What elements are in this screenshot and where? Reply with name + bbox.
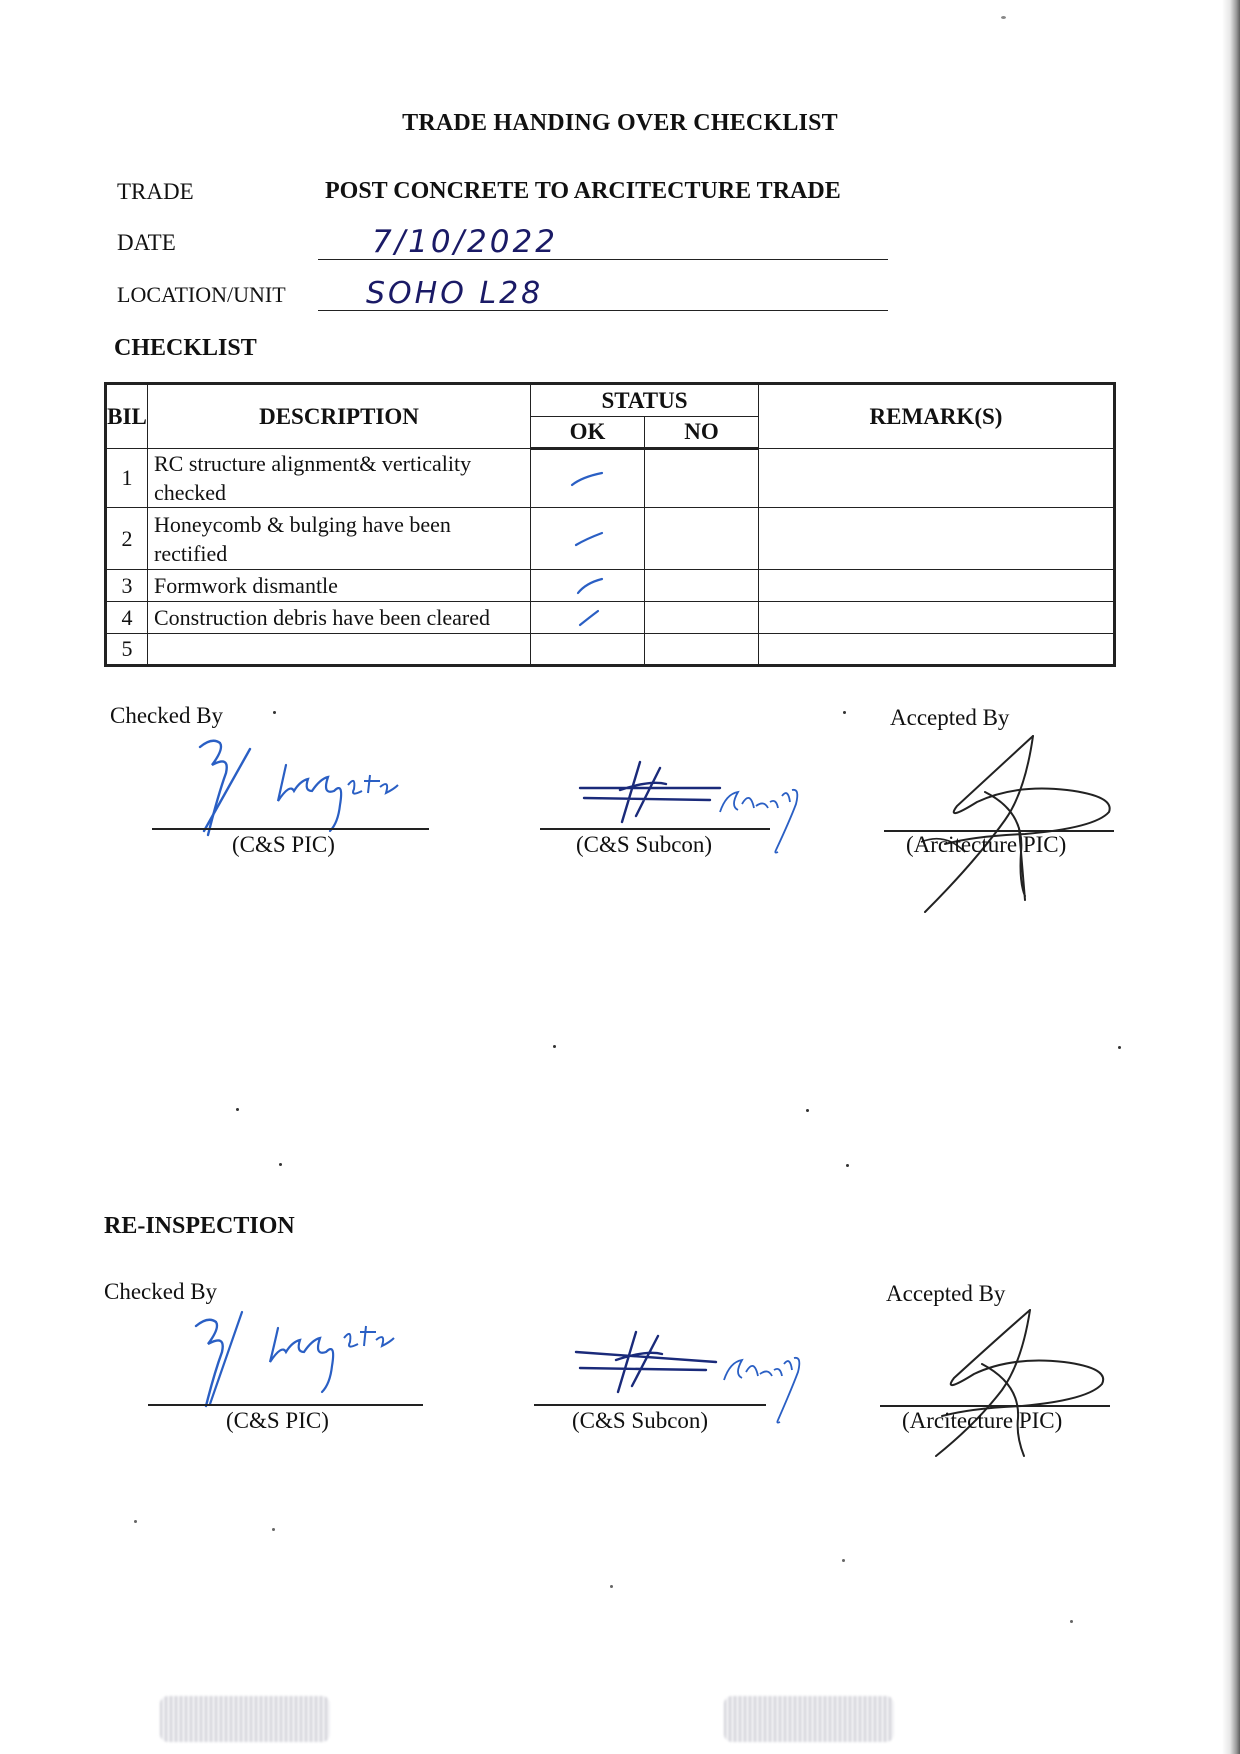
cs-pic-signature-line (152, 828, 429, 830)
location-label: LOCATION/UNIT (117, 282, 286, 307)
ok-cell (531, 570, 645, 602)
scan-smudge (160, 1696, 330, 1742)
reinspection-checked-by-label: Checked By (104, 1279, 218, 1304)
scan-speck (273, 711, 276, 714)
remarks-cell (759, 449, 1115, 508)
location-underline (318, 310, 888, 311)
reinspection-cs-subcon-label: (C&S Subcon) (572, 1408, 709, 1433)
tick-mark-icon (568, 575, 608, 597)
scan-speck (279, 1163, 282, 1166)
scan-speck (1070, 1620, 1073, 1623)
trade-label: TRADE (117, 179, 194, 204)
header-bil: BIL (106, 384, 148, 449)
no-cell (645, 602, 759, 634)
scan-speck (806, 1109, 809, 1112)
scan-speck (1118, 1046, 1121, 1049)
row-bil: 2 (106, 508, 148, 570)
remarks-cell (759, 602, 1115, 634)
row-description: Honeycomb & bulging have been rectified (148, 508, 531, 570)
arch-pic-signature-icon (885, 732, 1115, 922)
remarks-cell (759, 570, 1115, 602)
no-cell (645, 508, 759, 570)
date-underline (318, 259, 888, 260)
date-label: DATE (117, 230, 176, 255)
cs-subcon-signature-line (540, 828, 770, 830)
row-bil: 5 (106, 634, 148, 666)
ok-cell (531, 508, 645, 570)
table-row (106, 634, 1115, 666)
remarks-cell (759, 508, 1115, 570)
arch-pic-label: (Arcitecture PIC) (906, 832, 1067, 857)
date-value: 7/10/2022 (372, 224, 558, 260)
reinspection-heading: RE-INSPECTION (104, 1213, 295, 1239)
reinspection-accepted-by-label: Accepted By (886, 1281, 1006, 1306)
reinspection-arch-pic-label: (Arcitecture PIC) (902, 1408, 1063, 1433)
checked-by-label: Checked By (110, 703, 224, 728)
row-bil: 3 (106, 570, 148, 602)
reinspection-arch-pic-signature-line (880, 1405, 1110, 1407)
scan-speck (553, 1045, 556, 1048)
no-cell (645, 570, 759, 602)
checklist-table (104, 382, 1116, 667)
table-row (106, 449, 1115, 508)
reinspection-cs-pic-label: (C&S PIC) (226, 1408, 329, 1433)
location-value: SOHO L28 (366, 276, 544, 311)
table-row (106, 508, 1115, 570)
table-row (106, 602, 1115, 634)
table-row (106, 570, 1115, 602)
tick-mark-icon (568, 527, 608, 551)
remarks-cell (759, 634, 1115, 666)
ok-cell (531, 634, 645, 666)
ok-cell (531, 449, 645, 508)
cs-subcon-label: (C&S Subcon) (576, 832, 713, 857)
row-description: Construction debris have been cleared (148, 602, 531, 634)
header-description: DESCRIPTION (148, 384, 531, 449)
no-cell (645, 634, 759, 666)
reinspection-cs-subcon-signature-line (534, 1404, 766, 1406)
scan-speck (846, 1164, 849, 1167)
reinspection-arch-pic-signature-icon (880, 1306, 1110, 1466)
row-description: Formwork dismantle (148, 570, 531, 602)
ok-cell (531, 602, 645, 634)
row-description (148, 634, 531, 666)
row-bil: 4 (106, 602, 148, 634)
scan-smudge (724, 1696, 894, 1742)
row-description: RC structure alignment& verticality checked (148, 449, 531, 508)
scan-speck (272, 1528, 275, 1531)
reinspection-cs-pic-signature-icon (186, 1300, 436, 1410)
scan-edge-shadow (1222, 0, 1240, 1754)
no-cell (645, 449, 759, 508)
scan-speck (236, 1108, 239, 1111)
scan-speck (843, 711, 846, 714)
header-remarks: REMARK(S) (759, 384, 1115, 449)
scan-speck (610, 1585, 613, 1588)
scan-speck (134, 1520, 137, 1523)
accepted-by-label: Accepted By (890, 705, 1010, 730)
checklist-heading: CHECKLIST (114, 335, 257, 361)
document-title: TRADE HANDING OVER CHECKLIST (402, 110, 838, 136)
scan-speck (842, 1559, 845, 1562)
header-status: STATUS (531, 384, 759, 417)
header-ok: OK (531, 417, 645, 449)
row-bil: 1 (106, 449, 148, 508)
header-no: NO (645, 417, 759, 449)
cs-pic-label: (C&S PIC) (232, 832, 335, 857)
tick-mark-icon (568, 607, 608, 629)
tick-mark-icon (568, 467, 608, 491)
reinspection-cs-pic-signature-line (148, 1404, 423, 1406)
scan-speck (1001, 16, 1006, 19)
trade-value: POST CONCRETE TO ARCITECTURE TRADE (325, 178, 841, 204)
